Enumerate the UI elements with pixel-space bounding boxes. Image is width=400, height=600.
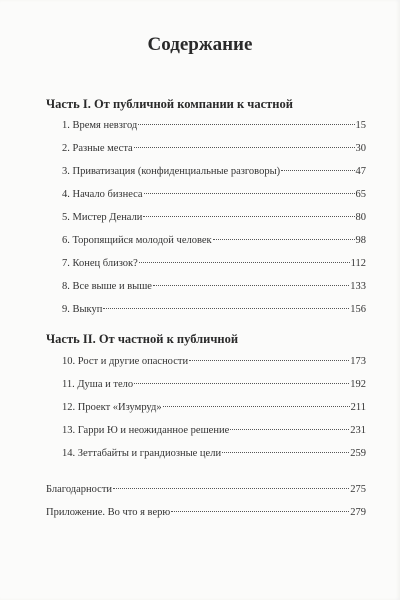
toc-entry-label: 10. Рост и другие опасности <box>62 356 189 367</box>
toc-entry-page: 211 <box>350 402 366 413</box>
toc-entry-chapter-9 <box>62 303 366 317</box>
toc-entry-chapter-6 <box>62 234 366 248</box>
toc-entry-acknowledgements <box>46 483 366 497</box>
toc-entry-page: 275 <box>350 484 366 495</box>
toc-entry-label: 13. Гарри Ю и неожиданное решение <box>62 425 230 436</box>
toc-entry-chapter-2 <box>62 142 366 156</box>
toc-entry-label: 5. Мистер Денали <box>62 212 143 223</box>
toc-entry-label: 11. Душа и тело <box>62 379 134 390</box>
toc-entry-label: 3. Приватизация (конфиденциальные разговоры) <box>62 166 281 177</box>
dot-leader <box>281 170 354 171</box>
dot-leader <box>134 147 355 148</box>
part-heading-1: Часть I. От публичной компании к частной <box>46 97 293 111</box>
toc-entry-page: 112 <box>350 258 366 269</box>
toc-entry-page: 192 <box>350 379 366 390</box>
dot-leader <box>163 406 350 407</box>
toc-entry-chapter-3 <box>62 165 366 179</box>
toc-entry-page: 65 <box>355 189 366 200</box>
toc-entry-chapter-10 <box>62 355 366 369</box>
toc-entry-chapter-1 <box>62 119 366 133</box>
toc-entry-chapter-8 <box>62 280 366 294</box>
dot-leader <box>143 216 354 217</box>
toc-entry-chapter-13 <box>62 424 366 438</box>
dot-leader <box>189 360 349 361</box>
toc-entry-chapter-4 <box>62 188 366 202</box>
toc-entry-chapter-11 <box>62 378 366 392</box>
toc-entry-page: 80 <box>355 212 366 223</box>
toc-entry-chapter-5 <box>62 211 366 225</box>
toc-entry-page: 259 <box>350 448 366 459</box>
dot-leader <box>144 193 355 194</box>
toc-entry-label: 12. Проект «Изумруд» <box>62 402 162 413</box>
toc-entry-label: 14. Зеттабайты и грандиозные цели <box>62 448 222 459</box>
toc-entry-label: 6. Торопящийся молодой человек <box>62 235 212 246</box>
dot-leader <box>171 511 349 512</box>
toc-entry-label: 4. Начало бизнеса <box>62 189 143 200</box>
toc-entry-chapter-7 <box>62 257 366 271</box>
dot-leader <box>113 488 349 489</box>
toc-entry-chapter-14 <box>62 447 366 461</box>
toc-entry-label: 7. Конец близок? <box>62 258 138 269</box>
toc-entry-page: 98 <box>355 235 366 246</box>
dot-leader <box>222 452 349 453</box>
toc-entry-page: 231 <box>350 425 366 436</box>
dot-leader <box>213 239 355 240</box>
toc-entry-label: Благодарности <box>46 484 113 495</box>
toc-entry-appendix <box>46 506 366 520</box>
toc-entry-label: Приложение. Во что я верю <box>46 507 171 518</box>
toc-entry-label: 9. Выкуп <box>62 304 103 315</box>
dot-leader <box>103 308 349 309</box>
toc-entry-page: 47 <box>355 166 366 177</box>
toc-entry-label: 2. Разные места <box>62 143 133 154</box>
toc-entry-page: 133 <box>350 281 366 292</box>
toc-entry-chapter-12 <box>62 401 366 415</box>
dot-leader <box>134 383 349 384</box>
dot-leader <box>230 429 349 430</box>
toc-entry-page: 279 <box>350 507 366 518</box>
toc-entry-label: 8. Все выше и выше <box>62 281 152 292</box>
part-heading-2: Часть II. От частной к публичной <box>46 332 239 346</box>
page-title: Содержание <box>147 34 253 55</box>
toc-entry-label: 1. Время невзгод <box>62 120 138 131</box>
toc-entry-page: 173 <box>350 356 366 367</box>
dot-leader <box>138 124 354 125</box>
toc-entry-page: 30 <box>355 143 366 154</box>
toc-entry-page: 15 <box>355 120 366 131</box>
dot-leader <box>153 285 349 286</box>
toc-entry-page: 156 <box>350 304 366 315</box>
dot-leader <box>139 262 350 263</box>
